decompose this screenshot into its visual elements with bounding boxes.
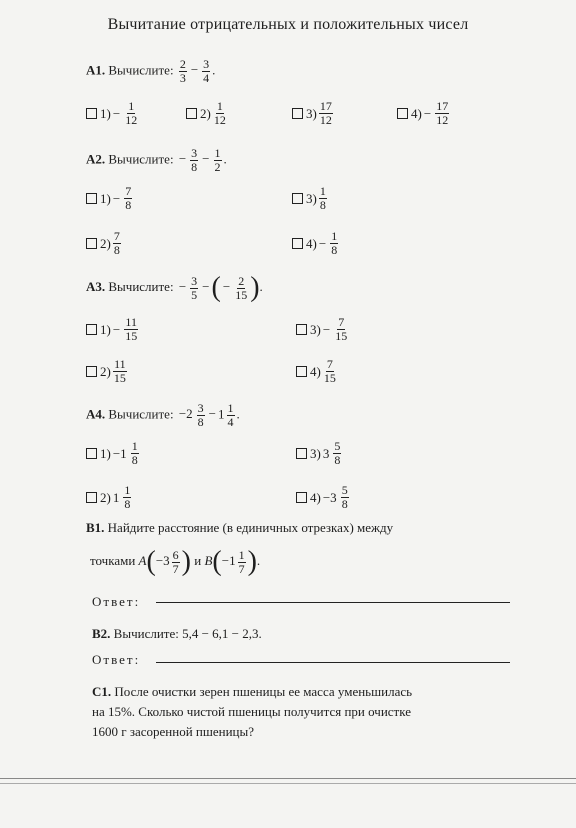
page-bottom-rule-2 — [0, 783, 576, 784]
question-a2: A2. Вычислите: − $\frac{3}{8}$ − $\frac{1}{2}$ . — [86, 146, 227, 174]
checkbox[interactable] — [86, 108, 97, 119]
a1-option-4[interactable]: 4) − $\frac{17}{12}$ — [397, 100, 451, 127]
a4-option-3[interactable]: 3) 3 $\frac{5}{8}$ — [296, 440, 343, 467]
answer-line-b1[interactable] — [156, 602, 510, 603]
checkbox[interactable] — [292, 108, 303, 119]
a4-option-1[interactable]: 1) −1 $\frac{1}{8}$ — [86, 440, 141, 467]
a4-option-4[interactable]: 4) −3 $\frac{5}{8}$ — [296, 484, 351, 511]
question-b2: B2. Вычислите: 5,4 − 6,1 − 2,3. — [92, 626, 262, 641]
a2-option-1[interactable]: 1) − $\frac{7}{8}$ — [86, 185, 134, 212]
a3-option-4[interactable]: 4) $\frac{7}{15}$ — [296, 358, 339, 385]
a2-option-4[interactable]: 4) − $\frac{1}{8}$ — [292, 230, 340, 257]
question-a1: A1. Вычислите: $\frac{2}{3}$ − $\frac{3}{4}$ . — [86, 57, 216, 85]
question-b1-points: точками A(−3 $\frac{6}{7}$ ) и B(−1 $\frac{1}{7}$ ). — [90, 546, 261, 577]
page-bottom-rule — [0, 778, 576, 779]
question-b1: B1. Найдите расстояние (в единичных отрезках) между — [86, 520, 394, 535]
a1-option-2[interactable]: 2) $\frac{1}{12}$ — [186, 100, 229, 127]
answer-label-b1: Ответ: — [92, 594, 141, 609]
a2-option-3[interactable]: 3) $\frac{1}{8}$ — [292, 185, 329, 212]
answer-line-b2[interactable] — [156, 662, 510, 663]
a3-option-3[interactable]: 3) − $\frac{7}{15}$ — [296, 316, 350, 343]
checkbox[interactable] — [397, 108, 408, 119]
question-a3: A3. Вычислите: − $\frac{3}{5}$ −( − $\frac{2}{15}$ ). — [86, 272, 263, 303]
question-prompt: Вычислите: — [108, 62, 174, 78]
checkbox[interactable] — [186, 108, 197, 119]
a3-option-2[interactable]: 2) $\frac{11}{15}$ — [86, 358, 129, 385]
question-label: A1. — [86, 62, 106, 78]
page-title: Вычитание отрицательных и положительных чисел — [107, 16, 469, 33]
a1-option-3[interactable]: 3) $\frac{17}{12}$ — [292, 100, 335, 127]
a1-option-1[interactable]: 1) − $\frac{1}{12}$ — [86, 100, 140, 127]
answer-label-b2: Ответ: — [92, 652, 141, 667]
a4-option-2[interactable]: 2) 1 $\frac{1}{8}$ — [86, 484, 133, 511]
a3-option-1[interactable]: 1) − $\frac{11}{15}$ — [86, 316, 140, 343]
question-a4: A4. Вычислите: −2 $\frac{3}{8}$ − 1 $\frac{1}{4}$ . — [86, 401, 240, 429]
a2-option-2[interactable]: 2) $\frac{7}{8}$ — [86, 230, 123, 257]
question-c1: C1. После очистки зерен пшеницы ее масса уменьшилась на 15%. Сколько чистой пшеницы получится при очистке 1600 г засоренной пшеницы? — [92, 684, 413, 739]
